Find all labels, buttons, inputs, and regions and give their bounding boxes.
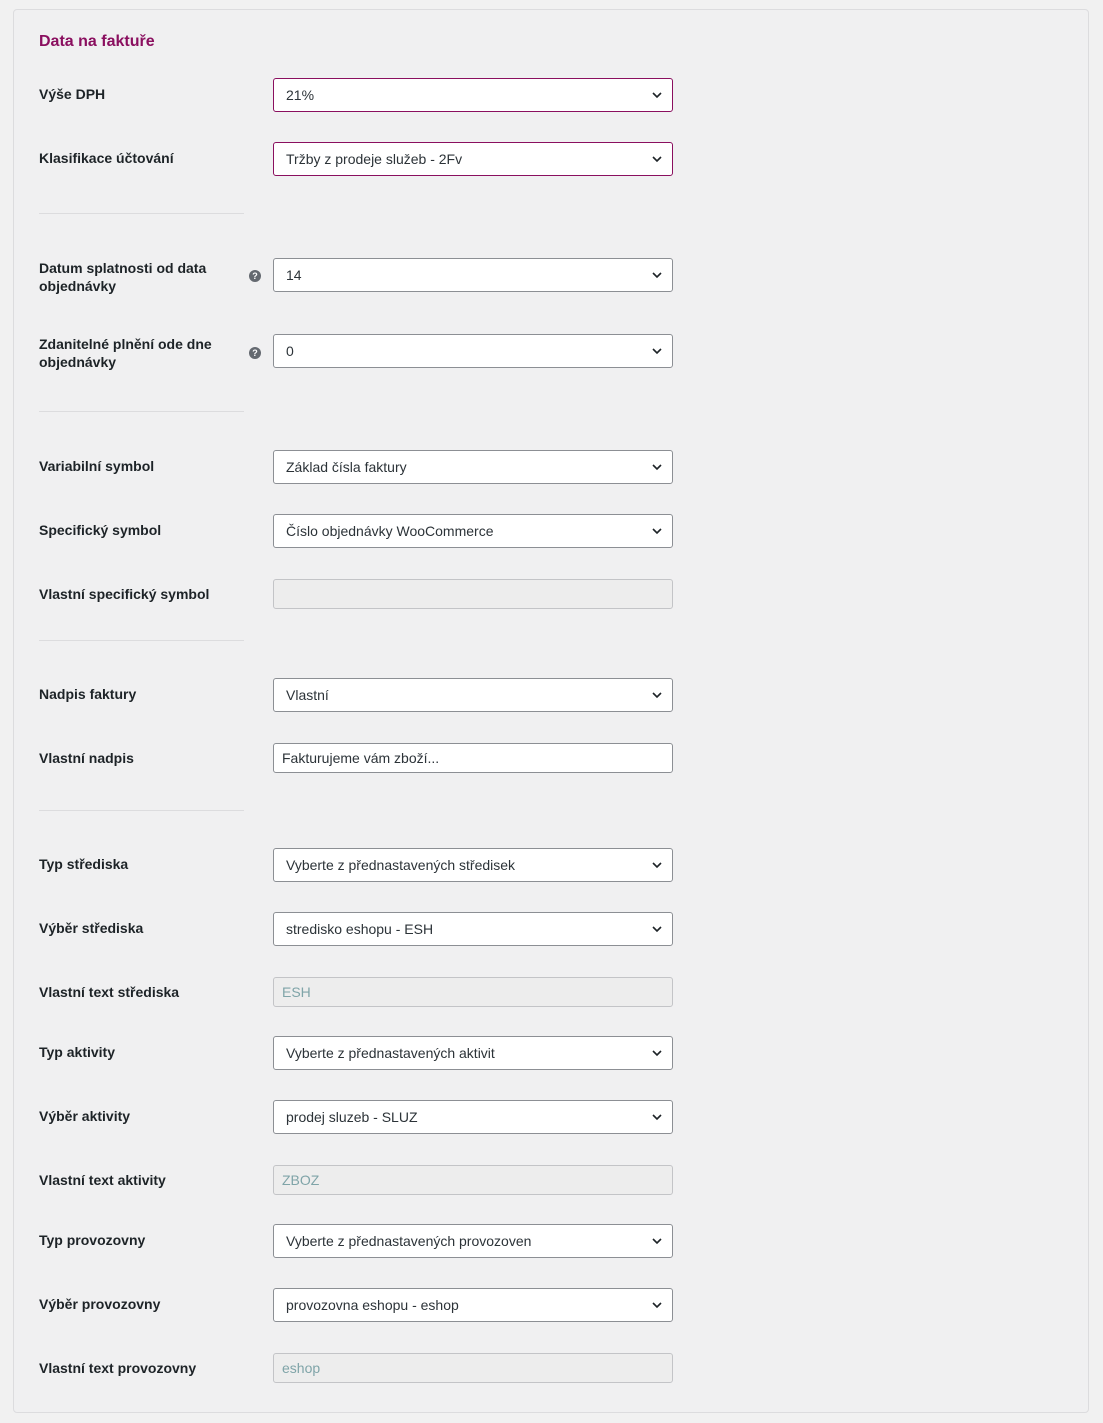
invoice-heading-select[interactable] (273, 678, 673, 712)
premises-type-value: Vyberte z přednastavených provozoven (286, 1233, 532, 1249)
chevron-down-icon (651, 1235, 663, 1247)
chevron-down-icon (651, 345, 663, 357)
due-date-select[interactable] (273, 258, 673, 292)
premises-text-label: Vlastní text provozovny (39, 1360, 197, 1376)
center-text-value: ESH (282, 984, 311, 1000)
premises-text-input[interactable] (273, 1353, 673, 1383)
premises-select-value: provozovna eshopu - eshop (286, 1297, 459, 1313)
center-type-label: Typ střediska (39, 856, 129, 872)
chevron-down-icon (651, 269, 663, 281)
vat-rate-value: 21% (286, 87, 315, 103)
custom-specific-symbol-label: Vlastní specifický symbol (39, 586, 210, 602)
center-type-value: Vyberte z přednastavených středisek (286, 857, 516, 873)
chevron-down-icon (651, 525, 663, 537)
invoice-heading-label: Nadpis faktury (39, 686, 137, 702)
vat-rate-select[interactable] (273, 78, 673, 112)
custom-heading-value: Fakturujeme vám zboží... (282, 750, 440, 766)
specific-symbol-select[interactable] (273, 514, 673, 548)
custom-heading-label: Vlastní nadpis (39, 750, 134, 766)
accounting-class-label: Klasifikace účtování (39, 150, 174, 166)
taxable-supply-value: 0 (286, 343, 294, 359)
taxable-supply-select[interactable] (273, 334, 673, 368)
activity-text-label: Vlastní text aktivity (39, 1172, 166, 1188)
chevron-down-icon (651, 153, 663, 165)
center-select-select[interactable] (273, 912, 673, 946)
premises-type-label: Typ provozovny (39, 1232, 146, 1248)
variable-symbol-label: Variabilní symbol (39, 458, 155, 474)
chevron-down-icon (651, 461, 663, 473)
variable-symbol-value: Základ čísla faktury (286, 459, 407, 475)
specific-symbol-value: Číslo objednávky WooCommerce (286, 523, 494, 539)
premises-type-select[interactable] (273, 1224, 673, 1258)
chevron-down-icon (651, 1299, 663, 1311)
chevron-down-icon (651, 689, 663, 701)
help-icon[interactable]: ? (249, 270, 261, 282)
center-text-input[interactable] (273, 977, 673, 1007)
center-text-label: Vlastní text střediska (39, 984, 180, 1000)
premises-text-value: eshop (282, 1360, 321, 1376)
chevron-down-icon (651, 859, 663, 871)
due-date-value: 14 (286, 267, 302, 283)
center-select-value: stredisko eshopu - ESH (286, 921, 434, 937)
variable-symbol-select[interactable] (273, 450, 673, 484)
premises-select-select[interactable] (273, 1288, 673, 1322)
section-divider (39, 810, 244, 811)
activity-select-label: Výběr aktivity (39, 1108, 131, 1124)
activity-type-value: Vyberte z přednastavených aktivit (286, 1045, 495, 1061)
custom-specific-symbol-input[interactable] (273, 579, 673, 609)
chevron-down-icon (651, 1111, 663, 1123)
due-date-label: Datum splatnosti od data objednávky (39, 260, 207, 294)
activity-type-label: Typ aktivity (39, 1044, 115, 1060)
activity-text-value: ZBOZ (282, 1172, 320, 1188)
taxable-supply-label: Zdanitelné plnění ode dne objednávky (39, 336, 212, 370)
premises-select-label: Výběr provozovny (39, 1296, 161, 1312)
activity-text-input[interactable] (273, 1165, 673, 1195)
help-icon[interactable]: ? (249, 347, 261, 359)
custom-heading-input[interactable] (273, 743, 673, 773)
chevron-down-icon (651, 89, 663, 101)
center-select-label: Výběr střediska (39, 920, 144, 936)
vat-rate-label: Výše DPH (39, 86, 106, 102)
activity-select-select[interactable] (273, 1100, 673, 1134)
section-title: Data na faktuře (39, 33, 155, 50)
accounting-class-select[interactable] (273, 142, 673, 176)
section-divider (39, 213, 244, 214)
activity-type-select[interactable] (273, 1036, 673, 1070)
center-type-select[interactable] (273, 848, 673, 882)
section-divider (39, 411, 244, 412)
section-divider (39, 640, 244, 641)
invoice-heading-value: Vlastní (286, 687, 329, 703)
activity-select-value: prodej sluzeb - SLUZ (286, 1109, 418, 1125)
chevron-down-icon (651, 923, 663, 935)
accounting-class-value: Tržby z prodeje služeb - 2Fv (286, 151, 463, 167)
chevron-down-icon (651, 1047, 663, 1059)
specific-symbol-label: Specifický symbol (39, 522, 162, 538)
